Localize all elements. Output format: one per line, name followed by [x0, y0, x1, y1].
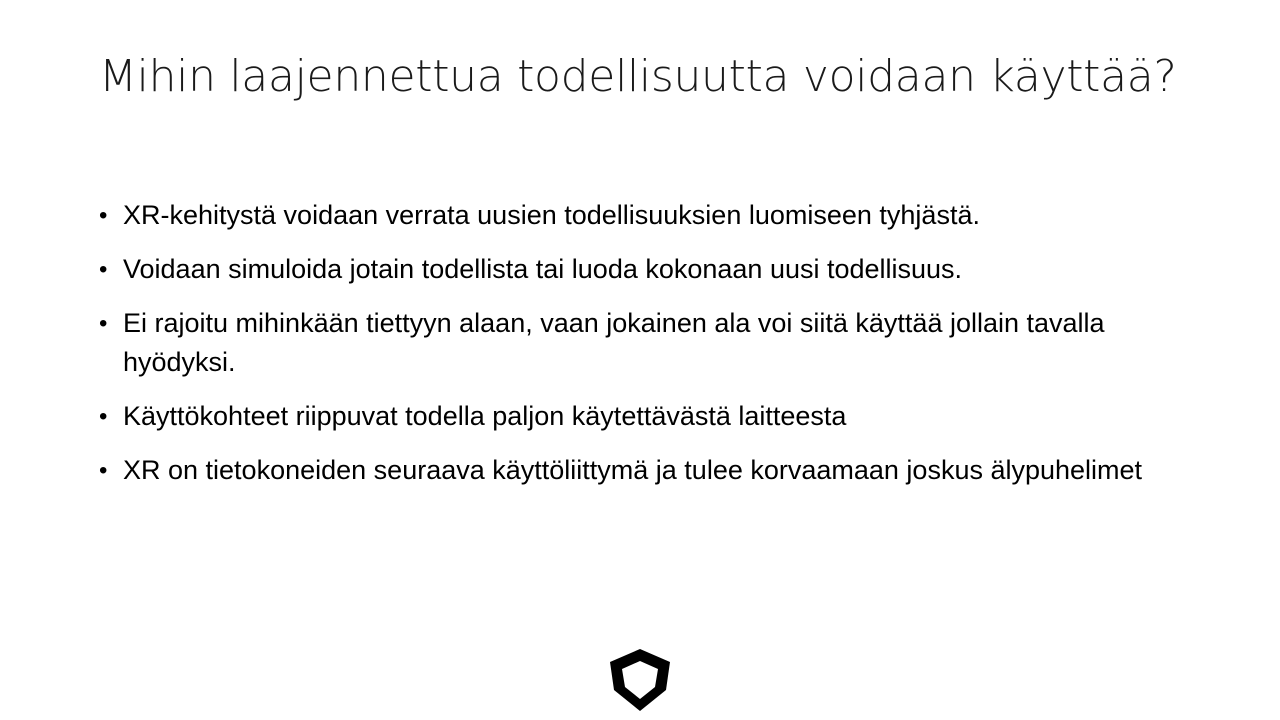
- bullet-marker: •: [99, 202, 108, 229]
- bullet-marker: •: [99, 457, 108, 484]
- bullet-item: [99, 397, 1189, 436]
- bullet-item: [99, 304, 1189, 382]
- bullet-item: [99, 451, 1189, 490]
- bullet-text: XR on tietokoneiden seuraava käyttöliittymä ja tulee korvaamaan joskus älypuhelimet: [123, 455, 1143, 485]
- bullet-text: Voidaan simuloida jotain todellista tai luoda kokonaan uusi todellisuus.: [123, 254, 963, 284]
- bullet-marker: •: [99, 403, 108, 430]
- bullet-marker: •: [99, 256, 108, 283]
- shield-logo-icon: [606, 646, 674, 714]
- bullet-list: [99, 196, 1189, 505]
- bullet-text: Ei rajoitu mihinkään tiettyyn alaan, vaan jokainen ala voi siitä käyttää jollain tavalla hyödyksi.: [123, 308, 1105, 377]
- bullet-item: [99, 196, 1189, 235]
- bullet-marker: •: [99, 310, 108, 337]
- bullet-item: [99, 250, 1189, 289]
- bullet-text: Käyttökohteet riippuvat todella paljon käytettävästä laitteesta: [123, 401, 847, 431]
- slide-title: Mihin laajennettua todellisuutta voidaan käyttää?: [99, 51, 1177, 102]
- bullet-text: XR-kehitystä voidaan verrata uusien todellisuuksien luomiseen tyhjästä.: [123, 200, 980, 230]
